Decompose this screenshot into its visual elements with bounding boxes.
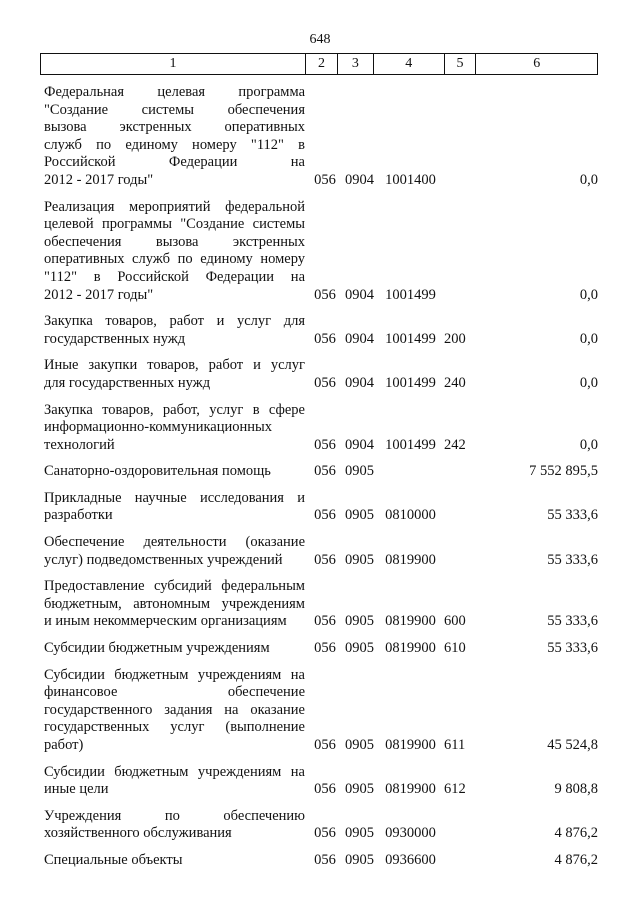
- row-description: [40, 667, 305, 755]
- amount: 0,0: [579, 436, 598, 453]
- expense-type-code: 200: [444, 330, 466, 347]
- table-row: [40, 534, 598, 569]
- row-description: [40, 313, 305, 348]
- row-description: [40, 764, 305, 799]
- description-line: иные цели: [44, 781, 109, 798]
- description-line: государственного задания на оказание: [44, 701, 305, 718]
- table-row: [40, 402, 598, 455]
- section-code: 0905: [345, 640, 374, 657]
- section-code: 0905: [345, 507, 374, 524]
- section-code: 0905: [345, 781, 374, 798]
- amount: 0,0: [579, 330, 598, 347]
- table-row: [40, 640, 598, 658]
- section-code: 0904: [345, 286, 374, 303]
- row-description: [40, 852, 305, 870]
- target-item-code: 0819900: [385, 640, 436, 657]
- expense-type-code: 600: [444, 613, 466, 630]
- target-item-code: 0810000: [385, 507, 436, 524]
- row-description: [40, 808, 305, 843]
- description-line: Федеральная целевая программа: [44, 84, 305, 100]
- description-line: бюджетным, автономным учреждениям: [44, 595, 305, 612]
- table-header: [40, 53, 598, 75]
- table-row: [40, 764, 598, 799]
- description-line: Обеспечение деятельности (оказание: [44, 534, 305, 551]
- description-line: финансовое обеспечение: [44, 684, 305, 701]
- target-item-code: 0930000: [385, 825, 436, 842]
- ministry-code: 056: [314, 463, 336, 480]
- expense-type-code: 242: [444, 436, 466, 453]
- page-number: 648: [309, 32, 331, 47]
- description-line: 2012 - 2017 годы": [44, 171, 154, 188]
- target-item-code: 0819900: [385, 551, 436, 568]
- row-description: [40, 578, 305, 631]
- ministry-code: 056: [314, 507, 336, 524]
- ministry-code: 056: [314, 613, 336, 630]
- ministry-code: 056: [314, 781, 336, 798]
- description-line: работ): [44, 737, 84, 753]
- description-line: Закупка товаров, работ, услуг в сфере: [44, 401, 305, 418]
- description-line: и иным некоммерческим организациям: [44, 613, 287, 630]
- description-line: технологий: [44, 436, 115, 453]
- ministry-code: 056: [314, 851, 336, 868]
- description-line: государственных нужд: [44, 330, 186, 347]
- ministry-code: 056: [314, 737, 336, 753]
- target-item-code: 1001499: [385, 286, 436, 303]
- section-code: 0905: [345, 825, 374, 842]
- section-code: 0905: [345, 463, 374, 480]
- table-row: [40, 84, 598, 190]
- row-description: [40, 357, 305, 392]
- target-item-code: 1001499: [385, 374, 436, 391]
- row-description: [40, 463, 305, 481]
- ministry-code: 056: [314, 286, 336, 303]
- description-line: услуг) подведомственных учреждений: [44, 551, 283, 568]
- expense-type-code: 240: [444, 374, 466, 391]
- target-item-code: 0819900: [385, 781, 436, 798]
- row-description: [40, 640, 305, 658]
- table-row: [40, 490, 598, 525]
- column-header-1: 1: [169, 56, 177, 71]
- description-line: Специальные объекты: [44, 851, 183, 868]
- section-code: 0904: [345, 330, 374, 347]
- description-line: оперативных служб по единому номеру: [44, 251, 305, 268]
- section-code: 0905: [345, 551, 374, 568]
- section-code: 0904: [345, 436, 374, 453]
- description-line: Субсидии бюджетным учреждениям: [44, 640, 270, 657]
- ministry-code: 056: [314, 374, 336, 391]
- row-description: [40, 199, 305, 305]
- ministry-code: 056: [314, 640, 336, 657]
- amount: 55 333,6: [547, 507, 598, 524]
- ministry-code: 056: [314, 551, 336, 568]
- table-row: [40, 578, 598, 631]
- target-item-code: 1001400: [385, 171, 436, 188]
- description-line: Субсидии бюджетным учреждениям на: [44, 666, 305, 683]
- column-header-2: 2: [305, 54, 337, 74]
- description-line: Закупка товаров, работ и услуг для: [44, 313, 305, 330]
- table-body: [40, 84, 598, 879]
- description-line: разработки: [44, 507, 113, 524]
- description-line: Иные закупки товаров, работ и услуг: [44, 357, 305, 374]
- amount: 4 876,2: [554, 825, 598, 842]
- section-code: 0905: [345, 851, 374, 868]
- section-code: 0904: [345, 374, 374, 391]
- table-row: [40, 463, 598, 481]
- table-row: [40, 357, 598, 392]
- row-description: [40, 402, 305, 455]
- target-item-code: 1001499: [385, 436, 436, 453]
- section-code: 0904: [345, 171, 374, 188]
- column-header-4: 4: [373, 54, 444, 74]
- description-line: Предоставление субсидий федеральным: [44, 578, 305, 595]
- section-code: 0905: [345, 737, 374, 753]
- description-line: Российской Федерации на: [44, 154, 305, 171]
- description-line: хозяйственного обслуживания: [44, 825, 232, 842]
- ministry-code: 056: [314, 330, 336, 347]
- table-row: [40, 313, 598, 348]
- target-item-code: 0819900: [385, 613, 436, 630]
- ministry-code: 056: [314, 436, 336, 453]
- description-line: обеспечения вызова экстренных: [44, 233, 305, 250]
- section-code: 0905: [345, 613, 374, 630]
- amount: 55 333,6: [547, 613, 598, 630]
- description-line: Реализация мероприятий федеральной: [44, 198, 305, 215]
- description-line: информационно-коммуникационных: [44, 419, 273, 436]
- amount: 9 808,8: [554, 781, 598, 798]
- description-line: Субсидии бюджетным учреждениям на: [44, 763, 305, 780]
- expense-type-code: 610: [444, 640, 466, 657]
- column-header-3: 3: [337, 54, 373, 74]
- table-row: [40, 808, 598, 843]
- expense-type-code: 612: [444, 781, 466, 798]
- row-description: [40, 84, 305, 190]
- description-line: Санаторно-оздоровительная помощь: [44, 463, 271, 480]
- description-line: государственных услуг (выполнение: [44, 719, 305, 736]
- description-line: Прикладные научные исследования и: [44, 489, 305, 506]
- column-header-5: 5: [444, 54, 476, 74]
- expense-type-code: 611: [444, 737, 466, 753]
- amount: 0,0: [579, 286, 598, 303]
- amount: 55 333,6: [547, 640, 598, 657]
- description-line: Учреждения по обеспечению: [44, 807, 305, 824]
- table-row: [40, 667, 598, 755]
- amount: 45 524,8: [547, 737, 598, 753]
- description-line: "Создание системы обеспечения: [44, 101, 305, 118]
- table-row: [40, 852, 598, 870]
- row-description: [40, 490, 305, 525]
- table-row: [40, 199, 598, 305]
- ministry-code: 056: [314, 171, 336, 188]
- ministry-code: 056: [314, 825, 336, 842]
- column-header-6: 6: [475, 54, 597, 74]
- amount: 7 552 895,5: [529, 463, 598, 480]
- amount: 4 876,2: [554, 851, 598, 868]
- description-line: для государственных нужд: [44, 374, 211, 391]
- description-line: "112" в Российской Федерации на: [44, 268, 305, 285]
- row-description: [40, 534, 305, 569]
- target-item-code: 0936600: [385, 851, 436, 868]
- description-line: служб по единому номеру "112" в: [44, 136, 305, 153]
- amount: 0,0: [579, 374, 598, 391]
- amount: 0,0: [579, 171, 598, 188]
- description-line: вызова экстренных оперативных: [44, 119, 305, 136]
- target-item-code: 0819900: [385, 737, 436, 753]
- description-line: 2012 - 2017 годы": [44, 286, 154, 303]
- target-item-code: 1001499: [385, 330, 436, 347]
- description-line: целевой программы "Создание системы: [44, 216, 305, 233]
- amount: 55 333,6: [547, 551, 598, 568]
